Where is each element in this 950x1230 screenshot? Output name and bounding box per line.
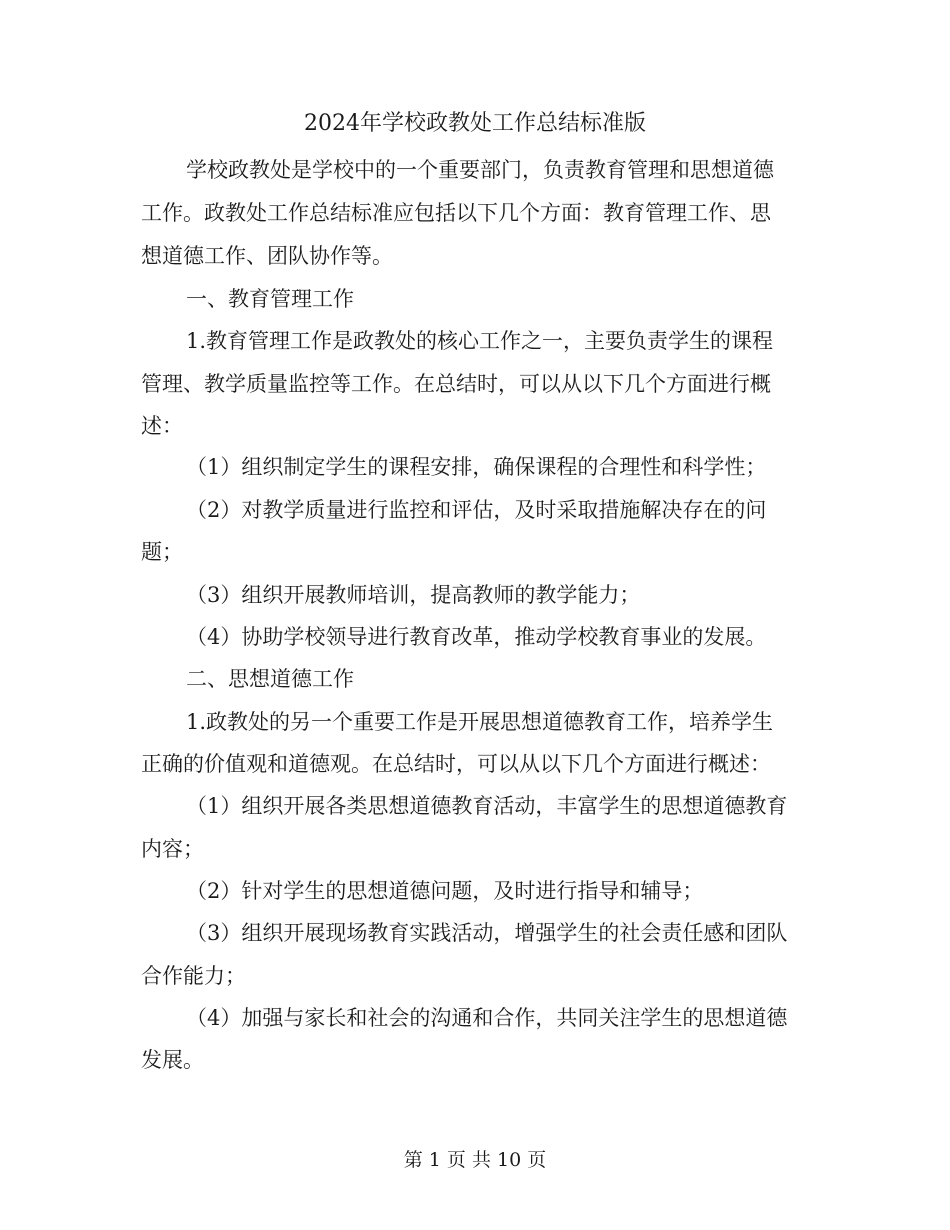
- paragraph-line: 1.政教处的另一个重要工作是开展思想道德教育工作，培养学生: [186, 710, 774, 734]
- list-item: （4）协助学校领导进行教育改革，推动学校教育事业的发展。: [186, 625, 767, 649]
- page-number-footer: 第 1 页 共 10 页: [403, 1149, 547, 1171]
- paragraph-line: 工作。政教处工作总结标准应包括以下几个方面：教育管理工作、思: [141, 201, 771, 225]
- paragraph-line: 述：: [141, 414, 183, 438]
- list-item: （2）针对学生的思想道德问题，及时进行指导和辅导；: [186, 879, 704, 903]
- list-item: （1）组织开展各类思想道德教育活动，丰富学生的思想道德教育: [186, 794, 788, 818]
- section-heading: 二、思想道德工作: [186, 667, 354, 691]
- list-item: （4）加强与家长和社会的沟通和合作，共同关注学生的思想道德: [186, 1006, 788, 1030]
- document-title: 2024年学校政教处工作总结标准版: [304, 111, 646, 136]
- paragraph-line: 学校政教处是学校中的一个重要部门，负责教育管理和思想道德: [186, 158, 774, 182]
- list-item: （2）对教学质量进行监控和评估，及时采取措施解决存在的问: [186, 498, 767, 522]
- list-item-continuation: 内容；: [141, 837, 204, 861]
- paragraph-line: 管理、教学质量监控等工作。在总结时，可以从以下几个方面进行概: [141, 372, 771, 396]
- list-item-continuation: 题；: [141, 540, 183, 564]
- paragraph-line: 正确的价值观和道德观。在总结时，可以从以下几个方面进行概述：: [141, 752, 771, 776]
- list-item: （3）组织开展教师培训，提高教师的教学能力；: [186, 583, 641, 607]
- list-item-continuation: 合作能力；: [141, 964, 246, 988]
- list-item-continuation: 发展。: [141, 1048, 204, 1072]
- paragraph-line: 想道德工作、团队协作等。: [141, 244, 393, 268]
- section-heading: 一、教育管理工作: [186, 287, 354, 311]
- list-item: （3）组织开展现场教育实践活动，增强学生的社会责任感和团队: [186, 921, 788, 945]
- list-item: （1）组织制定学生的课程安排，确保课程的合理性和科学性；: [186, 455, 767, 479]
- paragraph-line: 1.教育管理工作是政教处的核心工作之一，主要负责学生的课程: [186, 329, 774, 353]
